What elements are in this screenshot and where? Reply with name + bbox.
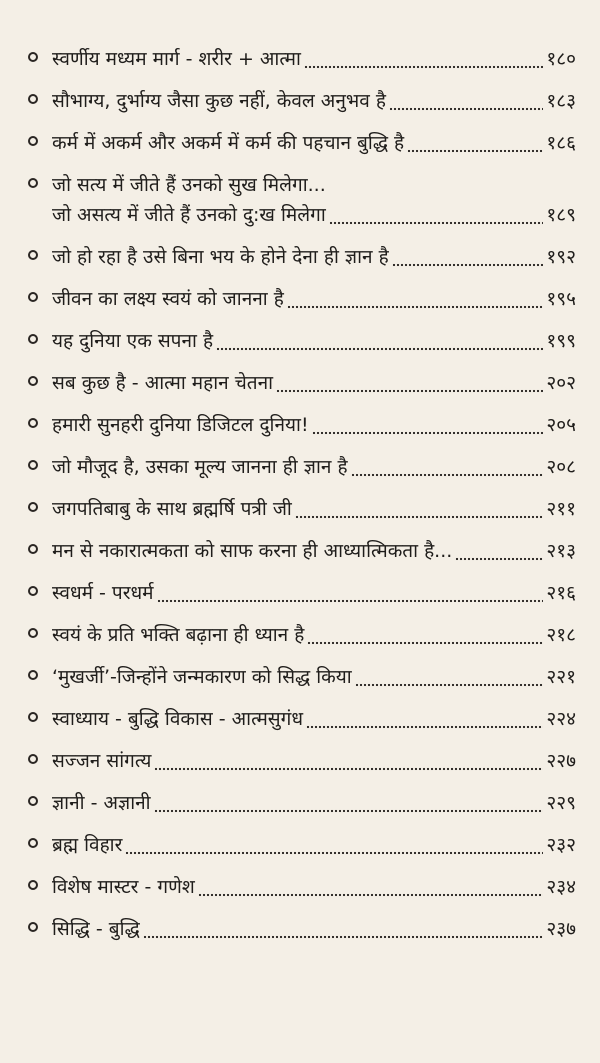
toc-page-number: २२४ [546,708,576,730]
bullet-icon [28,544,38,554]
toc-entry [28,86,576,116]
toc-entry-line [52,128,576,158]
toc-entry-body [52,44,576,74]
dot-leader [306,704,543,734]
dot-leader [143,914,544,944]
toc-entry-line [52,578,576,608]
toc-entry-body [52,872,576,902]
toc-page-number: २१६ [546,582,576,604]
toc-entry-body [52,662,576,692]
toc-entry-body [52,410,576,440]
toc-entry-line [52,86,576,116]
toc-entry-line [52,662,576,692]
toc-entry-body [52,788,576,818]
toc-entry-title: जो हो रहा है उसे बिना भय के होने देना ही ज्ञान है [52,246,389,268]
toc-entry [28,704,576,734]
toc-entry-body [52,368,576,398]
toc-page-number: १८३ [546,90,576,112]
toc-entry [28,128,576,158]
toc-page-number: १९२ [546,246,576,268]
bullet-icon [28,880,38,890]
toc-page-number: २०५ [546,414,576,436]
dot-leader [351,452,544,482]
toc-entry-title: स्वाध्याय - बुद्धि विकास - आत्मसुगंध [52,708,304,730]
toc-entry-body [52,536,576,566]
dot-leader [154,788,544,818]
dot-leader [407,128,543,158]
dot-leader [329,200,544,230]
dot-leader [307,620,543,650]
toc-entry-line [52,830,576,860]
toc-entry [28,746,576,776]
bullet-icon [28,178,38,188]
toc-entry-title: ब्रह्म विहार [52,834,123,856]
toc-entry-title: जो असत्य में जीते हैं उनको दु:ख मिलेगा [52,204,326,226]
toc-entry-title: स्वर्णीय मध्यम मार्ग - शरीर + आत्मा [52,48,301,70]
toc-entry-title: विशेष मास्टर - गणेश [52,876,195,898]
toc-entry-body [52,284,576,314]
dot-leader [312,410,544,440]
bullet-icon [28,712,38,722]
toc-entry-line [52,326,576,356]
toc-entry-line [52,368,576,398]
dot-leader [216,326,543,356]
toc-entry [28,662,576,692]
toc-page-number: १९९ [546,330,576,352]
table-of-contents [28,44,576,956]
toc-entry-title: सिद्धि - बुद्धि [52,918,140,940]
toc-entry-line [52,200,576,230]
toc-entry [28,830,576,860]
bullet-icon [28,754,38,764]
toc-entry [28,368,576,398]
toc-entry [28,872,576,902]
bullet-icon [28,628,38,638]
bullet-icon [28,460,38,470]
toc-entry-line [52,452,576,482]
toc-entry-body [52,704,576,734]
toc-entry-body [52,578,576,608]
toc-entry-line [52,410,576,440]
toc-page-number: १८९ [546,204,576,226]
toc-page-number: २३७ [546,918,576,940]
toc-entry-line [52,170,576,200]
toc-entry-title: जीवन का लक्ष्य स्वयं को जानना है [52,288,284,310]
toc-entry-body [52,242,576,272]
toc-page-number: २०२ [546,372,576,394]
toc-entry-title: स्वधर्म - परधर्म [52,582,154,604]
bullet-icon [28,502,38,512]
toc-page-number: २१३ [546,540,576,562]
toc-entry [28,620,576,650]
toc-entry [28,578,576,608]
bullet-icon [28,376,38,386]
toc-entry-line [52,536,576,566]
bullet-icon [28,250,38,260]
toc-entry [28,452,576,482]
toc-entry [28,326,576,356]
toc-entry [28,494,576,524]
toc-entry-title: स्वयं के प्रति भक्ति बढ़ाना ही ध्यान है [52,624,305,646]
dot-leader [287,284,544,314]
toc-entry-line [52,620,576,650]
toc-page-number: २११ [546,498,576,520]
toc-entry-body [52,830,576,860]
dot-leader [154,746,543,776]
toc-entry-title: यह दुनिया एक सपना है [52,330,214,352]
toc-entry-line [52,242,576,272]
toc-entry-line [52,788,576,818]
toc-page-number: २१८ [546,624,576,646]
toc-page-number: १८६ [546,132,576,154]
toc-entry-title: जो सत्य में जीते हैं उनको सुख मिलेगा... [52,174,326,196]
bullet-icon [28,418,38,428]
toc-entry-line [52,494,576,524]
toc-entry-title: कर्म में अकर्म और अकर्म में कर्म की पहचान बुद्धि है [52,132,405,154]
toc-entry [28,536,576,566]
toc-entry [28,284,576,314]
toc-entry-body [52,746,576,776]
bullet-icon [28,292,38,302]
toc-page-number: २२९ [546,792,576,814]
toc-entry-body [52,86,576,116]
toc-page-number: २०८ [546,456,576,478]
toc-entry-body [52,326,576,356]
toc-page-number: १९५ [546,288,576,310]
toc-entry [28,914,576,944]
toc-entry-line [52,746,576,776]
dot-leader [157,578,544,608]
toc-entry [28,788,576,818]
bullet-icon [28,796,38,806]
bullet-icon [28,670,38,680]
toc-page-number: २२७ [546,750,576,772]
bullet-icon [28,94,38,104]
toc-entry-line [52,284,576,314]
dot-leader [455,536,543,566]
bullet-icon [28,334,38,344]
toc-entry-title: ज्ञानी - अज्ञानी [52,792,151,814]
toc-entry [28,44,576,74]
dot-leader [304,44,543,74]
toc-entry-line [52,704,576,734]
dot-leader [389,86,543,116]
dot-leader [392,242,544,272]
bullet-icon [28,52,38,62]
toc-entry-title: ‘मुखर्जी’-जिन्होंने जन्मकारण को सिद्ध किया [52,666,352,688]
toc-entry-title: मन से नकारात्मकता को साफ करना ही आध्यात्मिकता है... [52,540,453,562]
toc-entry-body [52,128,576,158]
toc-entry-title: सब कुछ है - आत्मा महान चेतना [52,372,274,394]
toc-entry [28,170,576,230]
toc-page-number: २२१ [546,666,576,688]
toc-entry-title: हमारी सुनहरी दुनिया डिजिटल दुनिया! [52,414,309,436]
toc-entry-body [52,620,576,650]
toc-entry-body [52,170,576,230]
bullet-icon [28,136,38,146]
dot-leader [125,830,543,860]
dot-leader [276,368,543,398]
toc-page-number: २३२ [546,834,576,856]
toc-entry-body [52,494,576,524]
toc-entry-body [52,452,576,482]
bullet-icon [28,838,38,848]
toc-entry-title: जो मौजूद है, उसका मूल्य जानना ही ज्ञान है [52,456,348,478]
toc-entry [28,410,576,440]
toc-page-number: २३४ [546,876,576,898]
toc-entry-line [52,44,576,74]
bullet-icon [28,586,38,596]
toc-entry-line [52,914,576,944]
toc-entry-title: सौभाग्य, दुर्भाग्य जैसा कुछ नहीं, केवल अनुभव है [52,90,386,112]
toc-entry-line [52,872,576,902]
dot-leader [295,494,544,524]
toc-entry-title: सज्जन सांगत्य [52,750,152,772]
toc-entry [28,242,576,272]
toc-entry-title: जगपतिबाबु के साथ ब्रह्मर्षि पत्री जी [52,498,292,520]
toc-entry-body [52,914,576,944]
dot-leader [355,662,544,692]
dot-leader [198,872,544,902]
toc-page-number: १८० [546,48,576,70]
bullet-icon [28,922,38,932]
